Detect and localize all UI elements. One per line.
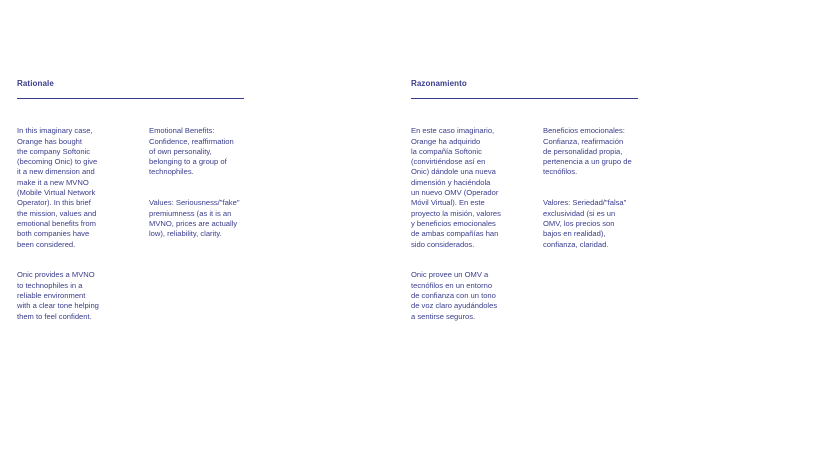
text-column-left: [17, 116, 117, 332]
text-column-left: [411, 116, 511, 332]
paragraph-offer: Onic provee un OMV a tecnófilos en un entorno de confianza con un tono de voz claro ayudándoles a sentirse seguros.: [411, 270, 498, 321]
paragraph-context: En este caso imaginario, Orange ha adquirido la compañía Softonic (convirtiéndose así en Onic) dándole una nueva dimensión y haciéndola un nuevo OMV (Operador Móvil Virtual). En este proyecto la misión, valores y beneficios emocionales de ambas compañías han sido considerados.: [411, 126, 501, 249]
text-column-right: [149, 116, 249, 250]
heading-divider: [17, 98, 244, 99]
paragraph-context: In this imaginary case, Orange has bought the company Softonic (becoming Onic) to give it a new dimension and make it a new MVNO (Mobile Virtual Network Operator). In this brief the mission, values and emotional benefits from both companies have been considered.: [17, 126, 98, 249]
paragraph-offer: Onic provides a MVNO to technophiles in a reliable environment with a clear tone helping them to feel confident.: [17, 270, 99, 321]
paragraph-emotional-benefits: Beneficios emocionales: Confianza, reafirmación de personalidad propia, pertenencia a un grupo de tecnófilos.: [543, 126, 632, 177]
section-heading: Razonamiento: [411, 79, 467, 88]
paragraph-values: Values: Seriousness/"fake" premiumness (as it is an MVNO, prices are actually low), reliability, clarity.: [149, 198, 240, 239]
heading-divider: [411, 98, 638, 99]
section-heading: Rationale: [17, 79, 54, 88]
rationale-panel-spanish: [411, 78, 639, 321]
paragraph-values: Valores: Seriedad/"falsa" exclusividad (si es un OMV, los precios son bajos en realidad), confianza, claridad.: [543, 198, 627, 249]
paragraph-emotional-benefits: Emotional Benefits: Confidence, reaffirmation of own personality, belonging to a group of technophiles.: [149, 126, 234, 177]
text-column-right: [543, 116, 643, 260]
rationale-panel-english: [17, 78, 245, 321]
